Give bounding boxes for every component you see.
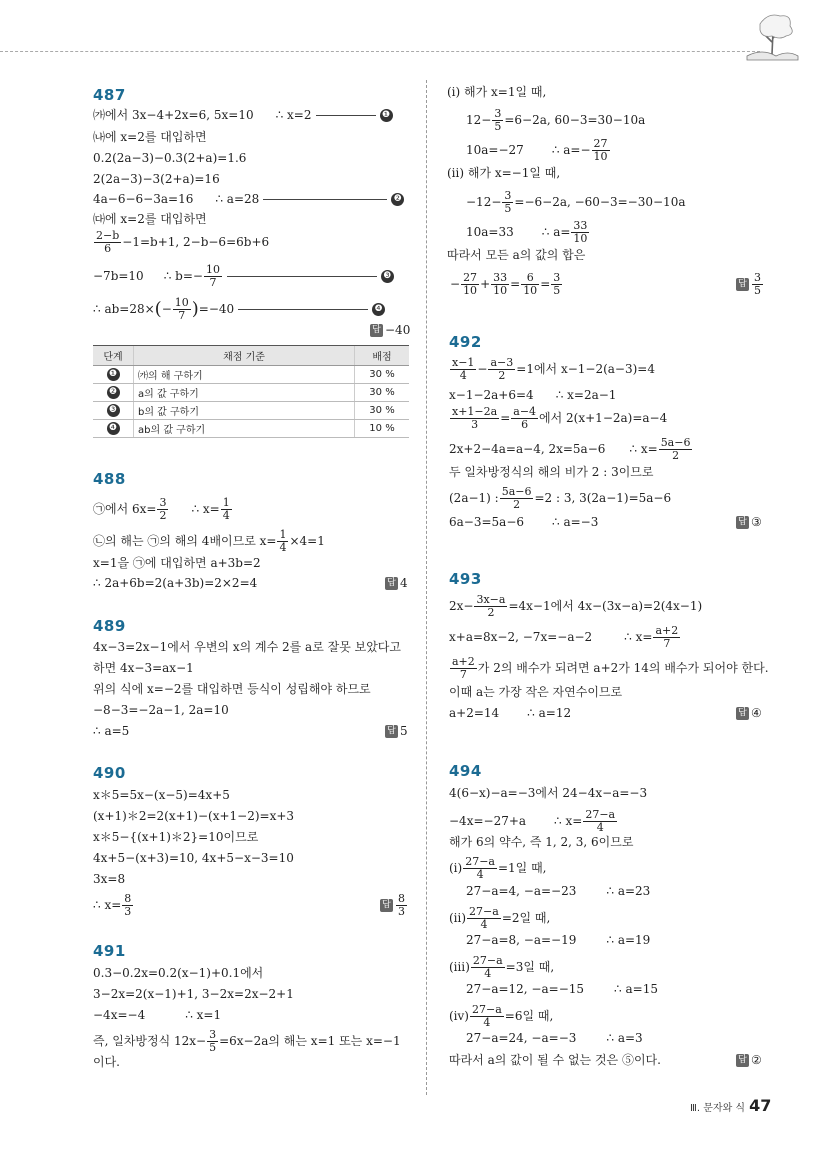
problem-number: 491: [93, 942, 126, 960]
solution-line: −4x=−27+a ∴ x= $\frac{27-a}{4}$: [449, 808, 616, 834]
solution-line: x+a=8x−2, −7x=−a−2 ∴ x= $\frac{a+2}{7}$: [449, 624, 679, 650]
fraction: $\frac{1}{4}$: [222, 496, 230, 522]
answer: [380, 893, 408, 918]
fraction: $\frac{27-a}{4}$: [585, 808, 616, 834]
solution-line: 27−a=24, −a=−3 ∴ a=3: [466, 1031, 643, 1045]
solution-line: 이다.: [93, 1055, 120, 1069]
fraction: $\frac{a+2}{7}$: [452, 655, 475, 681]
solution-line: 10a=33 ∴ a= $\frac{33}{10}$: [466, 219, 588, 245]
answer-label-icon: 답: [736, 278, 749, 291]
problem-number: 488: [93, 470, 126, 488]
step-marker-icon: ❷: [391, 193, 404, 206]
chapter-label: Ⅲ. 문자와 식: [690, 1103, 746, 1114]
answer: 답 −40: [370, 323, 410, 337]
table-row: ❸ b의 값 구하기 30 %: [93, 402, 409, 420]
solution-line: 4x+5−(x+3)=10, 4x+5−x−3=10: [93, 851, 294, 865]
solution-line: ㈏에 x=2를 대입하면: [93, 130, 207, 144]
answer-label-icon: 답: [736, 1054, 749, 1067]
answer: 답 4: [385, 576, 408, 590]
solution-line: (ⅱ) $\frac{27-a}{4}$ =2일 때,: [449, 905, 551, 931]
answer-label-icon: 답: [736, 516, 749, 529]
answer: [736, 272, 764, 297]
fraction: $\frac{6}{10}$: [523, 271, 538, 297]
fraction: $\frac{a-3}{2}$: [490, 356, 514, 382]
solution-line: x=1을 ㉠에 대입하면 a+3b=2: [93, 556, 261, 570]
problem-number: 493: [449, 570, 482, 588]
solution-line: $\frac{2-b}{6}$ −1=b+1, 2−b−6=6b+6: [96, 229, 270, 255]
fraction: $\frac{5a-6}{2}$: [501, 485, 532, 511]
solution-line: 27−a=8, −a=−19 ∴ a=19: [466, 933, 651, 947]
solution-line: (ⅰ) 해가 x=1일 때,: [447, 85, 547, 99]
solution-line: ㉠에서 6x= $\frac{3}{2}$ ∴ x= $\frac{1}{4}$: [93, 496, 230, 522]
solution-line: (x+1)＊2=2(x+1)−(x+1−2)=x+3: [93, 809, 295, 823]
problem-number: 490: [93, 764, 126, 782]
solution-line: 27−a=4, −a=−23 ∴ a=23: [466, 884, 651, 898]
table-row: ❷ a의 값 구하기 30 %: [93, 384, 409, 402]
solution-line: ∴ x= $\frac{8}{3}$: [93, 892, 132, 918]
solution-line: (ⅲ) $\frac{27-a}{4}$ =3일 때,: [449, 954, 555, 980]
solution-line: 4a−6−6−3a=16 ∴ a=28 ❷: [93, 192, 404, 206]
fraction: $\frac{x-1}{4}$: [452, 356, 475, 382]
solution-line: 2(2a−3)−3(2+a)=16: [93, 172, 220, 186]
solution-line: 2x+2−4a=a−4, 2x=5a−6 ∴ x= $\frac{5a-6}{2}$: [449, 436, 691, 462]
fraction: $\frac{3}{2}$: [159, 496, 167, 522]
step-marker-icon: ❶: [380, 109, 393, 122]
solution-line: 하면 4x−3=ax−1: [93, 661, 194, 675]
fraction: $\frac{10}{7}$: [174, 296, 189, 322]
solution-line: − $\frac{27}{10}$ + $\frac{33}{10}$ = $\frac{6}{10}$ = $\frac{3}{5}$: [450, 271, 561, 297]
solution-line: $\frac{x-1}{4}$ − $\frac{a-3}{2}$ =1에서 x−1−2(a−3)=4: [452, 356, 655, 382]
solution-line: (ⅱ) 해가 x=−1일 때,: [447, 166, 561, 180]
solution-line: 3x=8: [93, 872, 126, 886]
solution-line: (ⅰ) $\frac{27-a}{4}$ =1일 때,: [449, 855, 547, 881]
solution-line: 12− $\frac{3}{5}$ =6−2a, 60−3=30−10a: [466, 107, 646, 133]
solution-line: $\frac{a+2}{7}$ 가 2의 배수가 되려면 a+2가 14의 배수가 되어야 한다.: [452, 655, 769, 681]
solution-line: ㈎에서 3x−4+2x=6, 5x=10 ∴ x=2 ❶: [93, 108, 393, 122]
solution-line: 해가 6의 약수, 즉 1, 2, 3, 6이므로: [449, 835, 634, 849]
problem-number: 487: [93, 86, 126, 104]
table-header: 단계: [93, 346, 134, 366]
column-divider: [426, 80, 427, 1095]
fraction: $\frac{27-a}{4}$: [471, 1003, 502, 1029]
fraction: $\frac{2-b}{6}$: [96, 229, 120, 255]
fraction: $\frac{27-a}{4}$: [469, 905, 499, 931]
fraction: $\frac{a+2}{7}$: [655, 624, 679, 650]
solution-line: x＊5−{(x+1)＊2}=10이므로: [93, 830, 259, 844]
solution-line: 이때 a는 가장 작은 자연수이므로: [449, 685, 623, 699]
solution-line: (ⅳ) $\frac{27-a}{4}$ =6일 때,: [449, 1003, 554, 1029]
solution-line: 따라서 모든 a의 값의 합은: [447, 248, 586, 262]
fraction: $\frac{3}{5}$: [553, 271, 561, 297]
solution-line: −4x=−4 ∴ x=1: [93, 1008, 222, 1022]
solution-line: x−1−2a+6=4 ∴ x=2a−1: [449, 388, 617, 402]
page-footer: [690, 1096, 771, 1115]
solution-line: 2x− $\frac{3x-a}{2}$ =4x−1에서 4x−(3x−a)=2(4x−1): [449, 593, 703, 619]
answer: 답 ③: [736, 515, 762, 529]
answer-label-icon: 답: [736, 707, 749, 720]
solution-line: a+2=14 ∴ a=12: [449, 706, 572, 720]
fraction: $\frac{3}{5}$: [209, 1028, 217, 1054]
solution-line: 따라서 a의 값이 될 수 없는 것은 ⑤이다.: [449, 1053, 661, 1067]
solution-line: $\frac{x+1-2a}{3}$ = $\frac{a-4}{6}$ 에서 2(x+1−2a)=a−4: [452, 405, 668, 431]
table-header: 채점 기준: [134, 346, 355, 366]
solution-line: −12− $\frac{3}{5}$ =−6−2a, −60−3=−30−10a: [466, 189, 686, 215]
answer: 답 5: [385, 724, 408, 738]
fraction: $\frac{3}{5}$: [504, 189, 512, 215]
solution-line: ㉡의 해는 ㉠의 해의 4배이므로 x= $\frac{1}{4}$ ×4=1: [93, 528, 325, 554]
solution-line: ∴ ab=28×(− $\frac{10}{7}$ )=−40 ❹: [93, 297, 385, 322]
solution-line: ∴ 2a+6b=2(a+3b)=2×2=4: [93, 576, 258, 590]
solution-line: 0.2(2a−3)−0.3(2+a)=1.6: [93, 151, 247, 165]
fraction: $\frac{33}{10}$: [573, 219, 588, 245]
fraction: $\frac{10}{7}$: [205, 263, 220, 289]
step-marker-icon: ❹: [372, 303, 385, 316]
fraction: $\frac{a-4}{6}$: [513, 405, 537, 431]
answer: 답 ④: [736, 706, 762, 720]
solution-line: −7b=10 ∴ b=− $\frac{10}{7}$ ❸: [93, 264, 394, 289]
solution-line: −8−3=−2a−1, 2a=10: [93, 703, 229, 717]
solution-line: 10a=−27 ∴ a=− $\frac{27}{10}$: [466, 137, 608, 163]
corner-tree-illustration-icon: [742, 10, 802, 62]
problem-number: 492: [449, 333, 482, 351]
header-rule: [0, 51, 760, 52]
answer-label-icon: 답: [385, 725, 398, 738]
scoring-table: [93, 345, 409, 438]
fraction: $\frac{27}{10}$: [463, 271, 478, 297]
page-number: 47: [749, 1096, 772, 1115]
solution-line: 0.3−0.2x=0.2(x−1)+0.1에서: [93, 966, 264, 980]
fraction: $\frac{27-a}{4}$: [472, 954, 503, 980]
solution-line: 27−a=12, −a=−15 ∴ a=15: [466, 982, 658, 996]
answer-label-icon: 답: [370, 324, 383, 337]
solution-line: ㈐에 x=2를 대입하면: [93, 212, 207, 226]
fraction: $\frac{3}{5}$: [494, 107, 502, 133]
problem-number: 489: [93, 617, 126, 635]
solution-line: 두 일차방정식의 해의 비가 2 : 3이므로: [449, 465, 654, 479]
fraction: $\frac{27-a}{4}$: [465, 855, 495, 881]
fraction: $\frac{8}{3}$: [398, 892, 405, 918]
answer-label-icon: 답: [385, 577, 398, 590]
fraction: $\frac{33}{10}$: [493, 271, 508, 297]
table-row: ❶ ㈎의 해 구하기 30 %: [93, 366, 409, 384]
fraction: $\frac{3}{5}$: [754, 271, 761, 297]
solution-line: ∴ a=5: [93, 724, 130, 738]
solution-line: 위의 식에 x=−2를 대입하면 등식이 성립해야 하므로: [93, 682, 371, 696]
fraction: $\frac{5a-6}{2}$: [660, 436, 691, 462]
problem-number: 494: [449, 762, 482, 780]
solution-line: 6a−3=5a−6 ∴ a=−3: [449, 515, 599, 529]
fraction: $\frac{8}{3}$: [124, 892, 132, 918]
fraction: $\frac{3x-a}{2}$: [476, 593, 506, 619]
solution-line: 즉, 일차방정식 12x− $\frac{3}{5}$ =6x−2a의 해는 x=1 또는 x=−1: [93, 1028, 401, 1054]
table-header: 배점: [355, 346, 410, 366]
answer: 답 ②: [736, 1053, 762, 1067]
step-marker-icon: ❸: [381, 270, 394, 283]
solution-line: 3−2x=2(x−1)+1, 3−2x=2x−2+1: [93, 987, 294, 1001]
fraction: $\frac{1}{4}$: [279, 528, 287, 554]
solution-line: 4x−3=2x−1에서 우변의 x의 계수 2를 a로 잘못 보았다고: [93, 640, 401, 654]
solution-line: x＊5=5x−(x−5)=4x+5: [93, 788, 230, 802]
fraction: $\frac{x+1-2a}{3}$: [452, 405, 498, 431]
table-row: ❹ ab의 값 구하기 10 %: [93, 420, 409, 438]
solution-line: 4(6−x)−a=−3에서 24−4x−a=−3: [449, 786, 648, 800]
solution-line: (2a−1) : $\frac{5a-6}{2}$ =2 : 3, 3(2a−1)=5a−6: [449, 485, 672, 511]
fraction: $\frac{27}{10}$: [593, 137, 608, 163]
answer-label-icon: 답: [380, 899, 393, 912]
